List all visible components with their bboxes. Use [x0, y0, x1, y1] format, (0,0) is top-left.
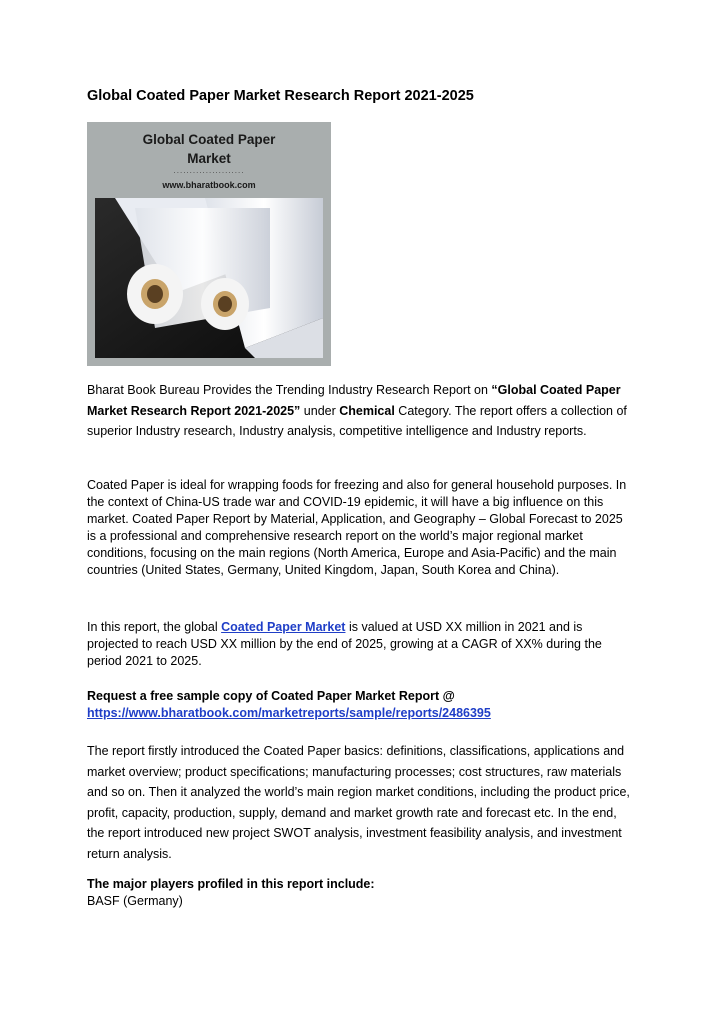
intro-text-1: Bharat Book Bureau Provides the Trending Industry Research Report on — [87, 383, 492, 397]
intro-paragraph — [87, 380, 635, 442]
basics-paragraph: The report firstly introduced the Coated Paper basics: definitions, classifications, applications and market overview; product specifications; manufacturing processes; cost structures, raw materials and so on. Then it analyzed the world’s main region market conditions, including the product price, profit, capacity, production, supply, demand and market growth rate and forecast etc. In the end, the report introduced new project SWOT analysis, investment feasibility analysis, and investment return analysis. — [87, 744, 630, 861]
paper-rolls-photo — [95, 198, 323, 358]
intro-report-name: “Global Coated Paper Market Research Report 2021-2025” — [87, 383, 621, 418]
intro-text-2: under — [300, 403, 340, 418]
intro-category: Chemical — [339, 403, 395, 418]
valuation-paragraph — [87, 619, 635, 670]
description-paragraph: Coated Paper is ideal for wrapping foods for freezing and also for general household purposes. In the context of China-US trade war and COVID-19 epidemic, it will have a big influence on this market. Coated Paper Report by Material, Application, and Geography – Global Forecast to 2025 is a professional and comprehensive research report on the world’s major regional market conditions, focusing on the main regions (North America, Europe and Asia-Pacific) and the main countries (United States, Germany, United Kingdom, Japan, South Korea and China). — [87, 478, 627, 577]
players-heading: The major players profiled in this report include: — [87, 877, 375, 891]
cover-title: Global Coated Paper Market — [142, 132, 276, 166]
cover-image — [87, 122, 331, 366]
players-section — [87, 876, 635, 910]
sample-url-link[interactable]: https://www.bharatbook.com/marketreports/sample/reports/2486395 — [87, 706, 491, 720]
report-title: Global Coated Paper Market Research Report 2021-2025 — [87, 88, 474, 104]
intro-text-3: Category. The report offers a collection of superior Industry research, Industry analysis, competitive intelligence and Industry reports. — [87, 403, 627, 438]
valuation-text-1: In this report, the global — [87, 620, 222, 634]
cover-url: www.bharatbook.com — [162, 180, 256, 190]
market-link[interactable]: Coated Paper Market — [221, 620, 346, 634]
cover-divider: ...................... — [173, 166, 245, 175]
player-item: BASF (Germany) — [87, 894, 183, 908]
sample-request — [87, 688, 635, 722]
sample-request-label: Request a free sample copy of Coated Paper Market Report @ — [87, 689, 455, 703]
valuation-text-2: is valued at USD XX million in 2021 and is projected to reach USD XX million by the end of 2025, growing at a CAGR of XX% during the period 2021 to 2025. — [87, 620, 602, 668]
